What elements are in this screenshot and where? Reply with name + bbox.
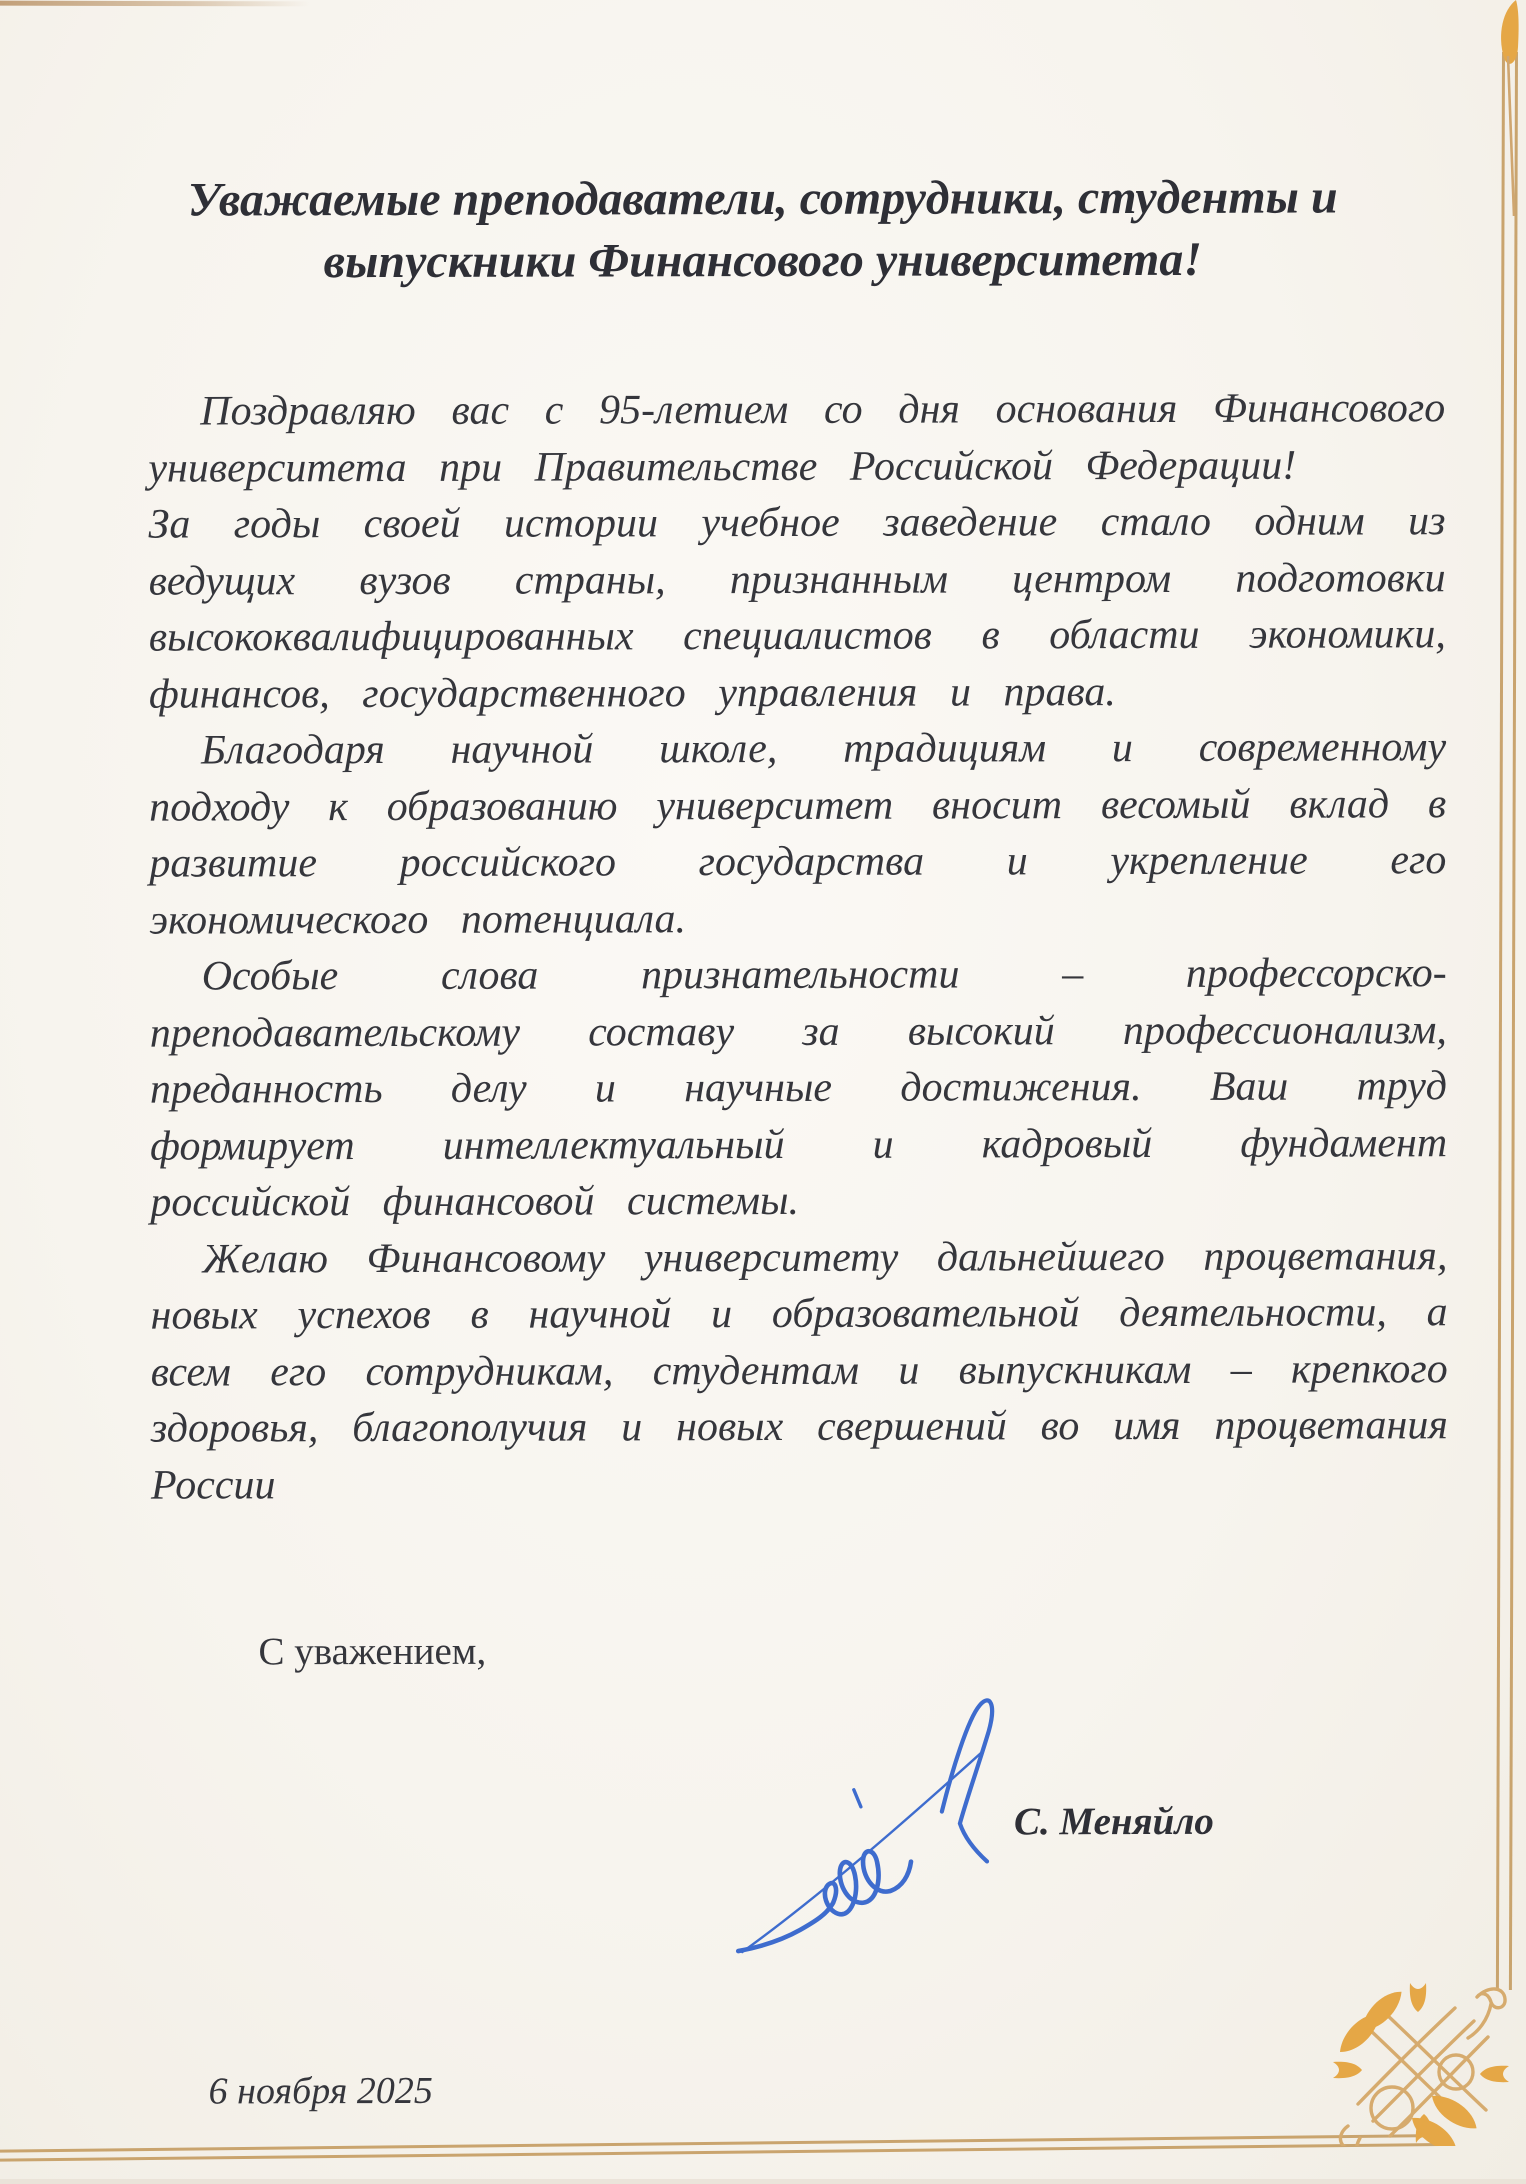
- paragraph-1: Поздравляю вас с 95-летием со дня основания Финансового университета при Правительстве Российской Федерации!: [148, 385, 1446, 492]
- signature-long-diagonal: [742, 1751, 984, 1952]
- title-line-1: Уважаемые преподаватели, сотрудники, студенты и: [187, 170, 1338, 227]
- paragraph-5: Желаю Финансовому университету дальнейшего процветания, новых успехов в научной и образовательной деятельности, а всем его сотрудникам, студентам и выпускникам – крепкого здоровья, благополучия и новых свершений во имя процветания России: [150, 1232, 1448, 1509]
- letter-title: [113, 166, 1413, 293]
- signature-icon: [730, 1689, 1023, 1958]
- paragraph-4: Особые слова признательности – профессорско-преподавательскому составу за высокий профессионализм, преданность делу и научные достижения. Ваш труд формирует интеллектуальный и кадровый фундамент российской финансовой системы.: [149, 950, 1448, 1226]
- signature-tick: [854, 1790, 861, 1807]
- letter-body: [148, 380, 1448, 1513]
- signature-tall-loop: [942, 1700, 993, 1861]
- signer-name: С. Меняйло: [1013, 1799, 1214, 1844]
- closing-salutation: С уважением,: [258, 1629, 487, 1674]
- paragraph-3: Благодаря научной школе, традициям и современному подходу к образованию университет вносит весомый вклад в развитие российского государства и укрепление его экономического потенциала.: [149, 724, 1447, 944]
- title-line-2: выпускники Финансового университета!: [323, 232, 1203, 289]
- letter-date: 6 ноября 2025: [208, 2069, 433, 2113]
- paragraph-2: За годы своей истории учебное заведение стало одним из ведущих вузов страны, признанным центром подготовки высококвалифицированных специалистов в области экономики, финансов, государственного управления и права.: [148, 498, 1446, 718]
